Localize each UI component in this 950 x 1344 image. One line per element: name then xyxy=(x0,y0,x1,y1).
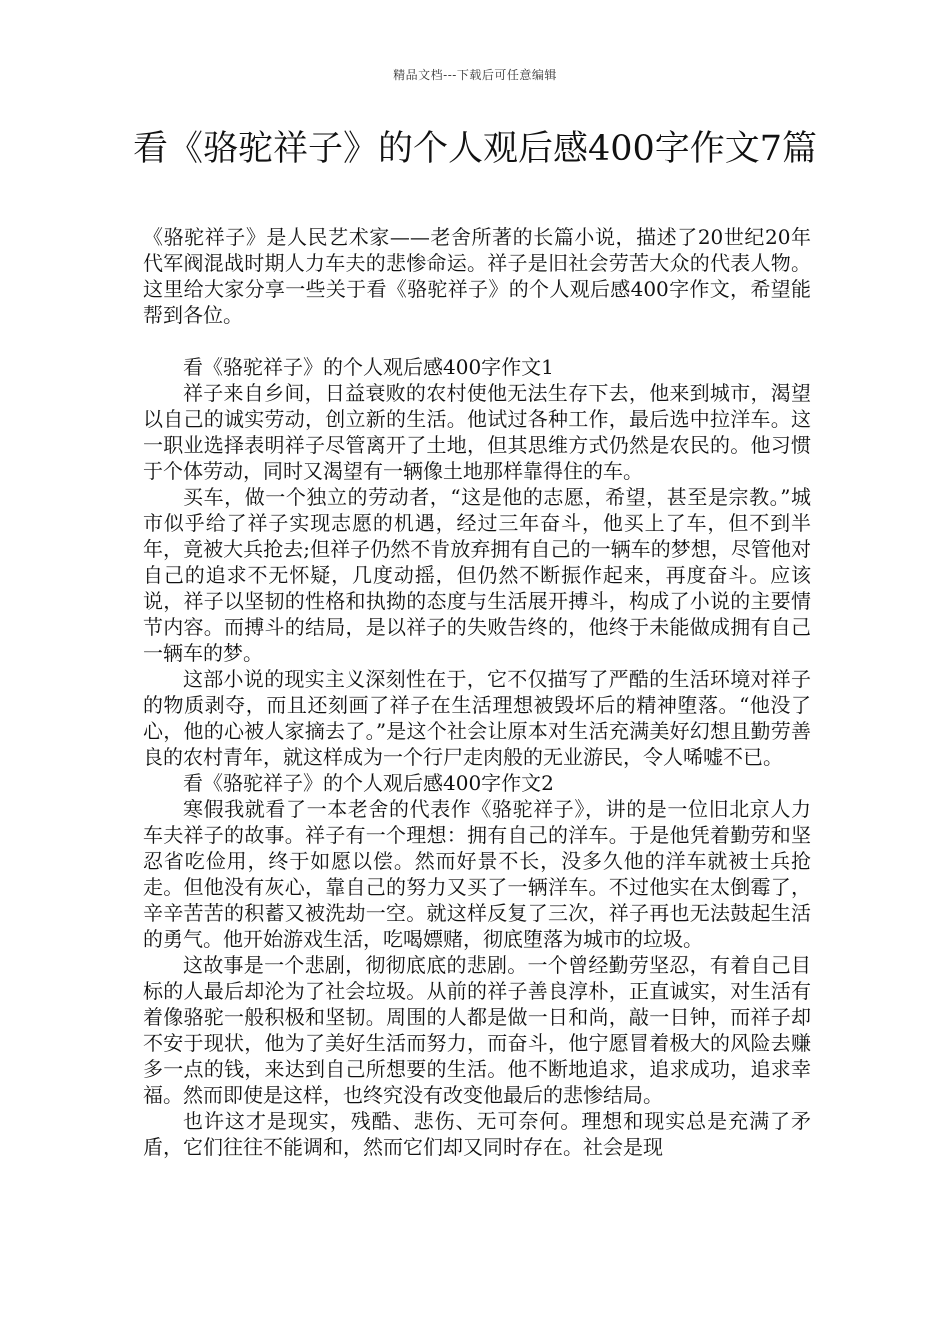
essay-1-heading: 看《骆驼祥子》的个人观后感400字作文1 xyxy=(183,355,554,379)
essay-1-paragraph: 祥子来自乡间，日益衰败的农村使他无法生存下去，他来到城市，渴望以自己的诚实劳动，创立新的生活。他试过各种工作，最后选中拉洋车。这一职业选择表明祥子尽管离开了土地，但其思维方式仍然是农民的。他习惯于个体劳动，同时又渴望有一辆像土地那样靠得住的车。 xyxy=(143,381,811,483)
document-title: 看《骆驼祥子》的个人观后感400字作文7篇 xyxy=(132,129,818,169)
essay-1-paragraph: 这部小说的现实主义深刻性在于，它不仅描写了严酷的生活环境对祥子的物质剥夺，而且还刻画了祥子在生活理想被毁坏后的精神堕落。“他没了心，他的心被人家摘去了。”是这个社会让原本对生活充满美好幻想且勤劳善良的农村青年，就这样成为一个行尸走肉般的无业游民，令人唏嘘不已。 xyxy=(143,667,811,769)
essay-2-heading: 看《骆驼祥子》的个人观后感400字作文2 xyxy=(183,771,554,795)
essay-2-paragraph: 寒假我就看了一本老舍的代表作《骆驼祥子》，讲的是一位旧北京人力车夫祥子的故事。祥子有一个理想：拥有自己的洋车。于是他凭着勤劳和坚忍省吃俭用，终于如愿以偿。然而好景不长，没多久他的洋车就被士兵抢走。但他没有灰心，靠自己的努力又买了一辆洋车。不过他实在太倒霉了，辛辛苦苦的积蓄又被洗劫一空。就这样反复了三次，祥子再也无法鼓起生活的勇气。他开始游戏生活，吃喝嫖赌，彻底堕落为城市的垃圾。 xyxy=(143,797,811,951)
essay-1-paragraph: 买车，做一个独立的劳动者，“这是他的志愿，希望，甚至是宗教。”城市似乎给了祥子实现志愿的机遇，经过三年奋斗，他买上了车，但不到半年，竟被大兵抢去;但祥子仍然不肯放弃拥有自己的一辆车的梦想，尽管他对自己的追求不无怀疑，几度动摇，但仍然不断振作起来，再度奋斗。应该说，祥子以坚韧的性格和执拗的态度与生活展开搏斗，构成了小说的主要情节内容。而搏斗的结局，是以祥子的失败告终的，他终于未能做成拥有自己一辆车的梦。 xyxy=(143,485,811,665)
essay-2-paragraph: 这故事是一个悲剧，彻彻底底的悲剧。一个曾经勤劳坚忍，有着自己目标的人最后却沦为了社会垃圾。从前的祥子善良淳朴，正直诚实，对生活有着像骆驼一般积极和坚韧。周围的人都是做一日和尚，敲一日钟，而祥子却不安于现状，他为了美好生活而努力，而奋斗，他宁愿冒着极大的风险去赚多一点的钱，来达到自己所想要的生活。他不断地追求，追求成功，追求幸福。然而即使是这样，也终究没有改变他最后的悲惨结局。 xyxy=(143,953,811,1107)
intro-paragraph: 《骆驼祥子》是人民艺术家——老舍所著的长篇小说，描述了20世纪20年代军阀混战时期人力车夫的悲惨命运。祥子是旧社会劳苦大众的代表人物。这里给大家分享一些关于看《骆驼祥子》的个人观后感400字作文，希望能帮到各位。 xyxy=(143,225,811,327)
header-note: 精品文档---下载后可任意编辑 xyxy=(393,68,557,82)
document-body xyxy=(143,224,811,1160)
paragraph-spacer xyxy=(143,328,811,354)
essay-2-paragraph: 也许这才是现实，残酷、悲伤、无可奈何。理想和现实总是充满了矛盾，它们往往不能调和，然而它们却又同时存在。社会是现 xyxy=(143,1109,811,1159)
